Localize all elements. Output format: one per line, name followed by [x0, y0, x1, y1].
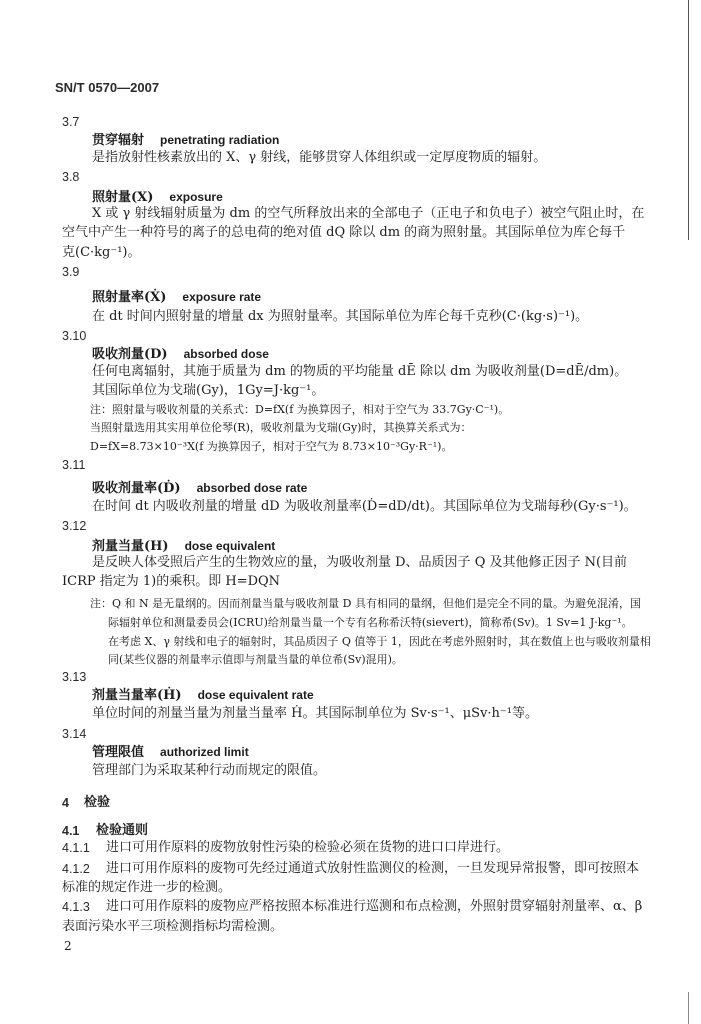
definition-text: 是指放射性核素放出的 X、γ 射线，能够贯穿人体组织或一定厚度物质的辐射。 — [92, 150, 547, 165]
term-english: absorbed dose — [183, 347, 269, 361]
term-english: penetrating radiation — [160, 133, 280, 147]
section-number: 3.14 — [62, 727, 87, 741]
definition-text: 在时间 dt 内吸收剂量的增量 dD 为吸收剂量率(Ḋ=dD/dt)。其国际单位为戈瑞每秒(Gy·s⁻¹)。 — [92, 499, 637, 514]
term-heading — [92, 687, 314, 704]
term-chinese: 照射量率(Ẋ) — [92, 290, 167, 305]
clause-number: 4.1 — [62, 824, 80, 838]
definition-text: 单位时间的剂量当量为剂量当量率 Ḣ。其国际制单位为 Sv·s⁻¹、μSv·h⁻¹等。 — [92, 706, 539, 721]
note-text: 同(某些仪器的剂量率示值即与剂量当量的单位希(Sv)混用)。 — [108, 653, 403, 666]
clause-number: 4.1.3 — [62, 900, 90, 914]
note-text: 际辐射单位和测量委员会(ICRU)给剂量当量一个专有名称希沃特(sievert)，简称希(Sv)。1 Sv=1 J·kg⁻¹。 — [108, 616, 633, 629]
term-chinese: 吸收剂量(D) — [92, 347, 168, 362]
clause-text: 进口可用作原料的废物可先经过通道式放射性监测仪的检测，一旦发现异常报警，即可按照本 — [106, 861, 640, 876]
definition-text: 是反映人体受照后产生的生物效应的量，为吸收剂量 D、品质因子 Q 及其他修正因子 N(目前 — [92, 555, 628, 570]
section-number: 3.12 — [62, 519, 87, 533]
term-heading — [92, 289, 261, 306]
definition-text: 其国际单位为戈瑞(Gy)，1Gy=J·kg⁻¹。 — [92, 383, 325, 398]
term-english: exposure — [169, 190, 223, 204]
document-code: SN/T 0570—2007 — [55, 80, 160, 95]
clause-text: 表面污染水平三项检测指标均需检测。 — [62, 919, 284, 934]
definition-text: 管理部门为采取某种行动而规定的限值。 — [92, 763, 327, 778]
definition-text: 任何电离辐射，其施于质量为 dm 的物质的平均能量 dĒ 除以 dm 为吸收剂量(D=dĒ/dm)。 — [92, 364, 628, 379]
note-text: 当照射量选用其实用单位伦琴(R)，吸收剂量为戈瑞(Gy)时，其换算关系式为： — [90, 421, 472, 434]
term-chinese: 管理限值 — [92, 745, 145, 760]
note-text: 注：照射量与吸收剂量的关系式：D=fX(f 为换算因子，相对于空气为 33.7Gy·C⁻¹)。 — [90, 403, 510, 416]
section-number: 3.9 — [62, 265, 80, 279]
section-number: 3.11 — [62, 458, 86, 472]
section-number: 3.10 — [62, 329, 87, 343]
term-heading — [92, 346, 269, 363]
scan-edge-line — [688, 0, 689, 240]
term-chinese: 贯穿辐射 — [92, 133, 145, 148]
definition-text: X 或 γ 射线辐射质量为 dm 的空气所释放出来的全部电子（正电子和负电子）被空气阻止时，在 — [92, 206, 645, 221]
note-text: D=fX=8.73×10⁻³X(f 为换算因子，相对于空气为 8.73×10⁻³Gy·R⁻¹)。 — [90, 440, 453, 453]
term-chinese: 照射量(X) — [92, 190, 154, 205]
section-number: 3.8 — [62, 170, 80, 184]
clause-number: 4.1.2 — [62, 862, 90, 876]
clause-text: 标准的规定作进一步的检测。 — [62, 880, 232, 895]
definition-text: ICRP 指定为 1)的乘积。即 H=DQN — [62, 574, 281, 589]
term-heading — [92, 132, 279, 149]
term-chinese: 吸收剂量率(Ḋ) — [92, 481, 181, 496]
scan-edge-line-bottom — [688, 992, 689, 1024]
chapter-title: 检验 — [84, 795, 111, 810]
term-english: absorbed dose rate — [196, 481, 308, 495]
term-chinese: 剂量当量(H) — [92, 539, 169, 554]
definition-text: 在 dt 时间内照射量的增量 dx 为照射量率。其国际单位为库仑每千克秒(C·(kg·s)⁻¹)。 — [92, 309, 589, 324]
term-heading — [92, 480, 307, 497]
page-number: 2 — [64, 939, 72, 953]
chapter-number: 4 — [62, 796, 69, 810]
note-text: 在考虑 X、γ 射线和电子的辐射时，其品质因子 Q 值等于 1，因此在考虑外照射时，其在数值上也与吸收剂量相 — [108, 635, 651, 648]
term-chinese: 剂量当量率(Ḣ) — [92, 688, 182, 703]
clause-number: 4.1.1 — [62, 841, 90, 855]
definition-text: 空气中产生一种符号的离子的总电荷的绝对值 dQ 除以 dm 的商为照射量。其国际单位为库仑每千 — [62, 225, 626, 240]
term-english: authorized limit — [160, 745, 249, 759]
term-heading — [92, 189, 223, 206]
section-number: 3.7 — [62, 115, 80, 129]
term-english: dose equivalent — [184, 539, 276, 553]
term-english: exposure rate — [182, 290, 262, 304]
term-english: dose equivalent rate — [197, 688, 314, 702]
term-heading — [92, 538, 275, 555]
note-text: 注：Q 和 N 是无量纲的。因而剂量当量与吸收剂量 D 具有相同的量纲，但他们是完全不同的量。为避免混淆，国 — [90, 597, 641, 610]
section-number: 3.13 — [62, 670, 87, 684]
clause-text: 进口可用作原料的废物应严格按照本标准进行巡测和布点检测，外照射贯穿辐射剂量率、α、β — [106, 899, 643, 914]
clause-title: 检验通则 — [96, 823, 149, 838]
term-heading — [92, 744, 249, 761]
definition-text: 克(C·kg⁻¹)。 — [62, 245, 141, 260]
clause-text: 进口可用作原料的废物放射性污染的检验必须在货物的进口口岸进行。 — [106, 840, 510, 855]
